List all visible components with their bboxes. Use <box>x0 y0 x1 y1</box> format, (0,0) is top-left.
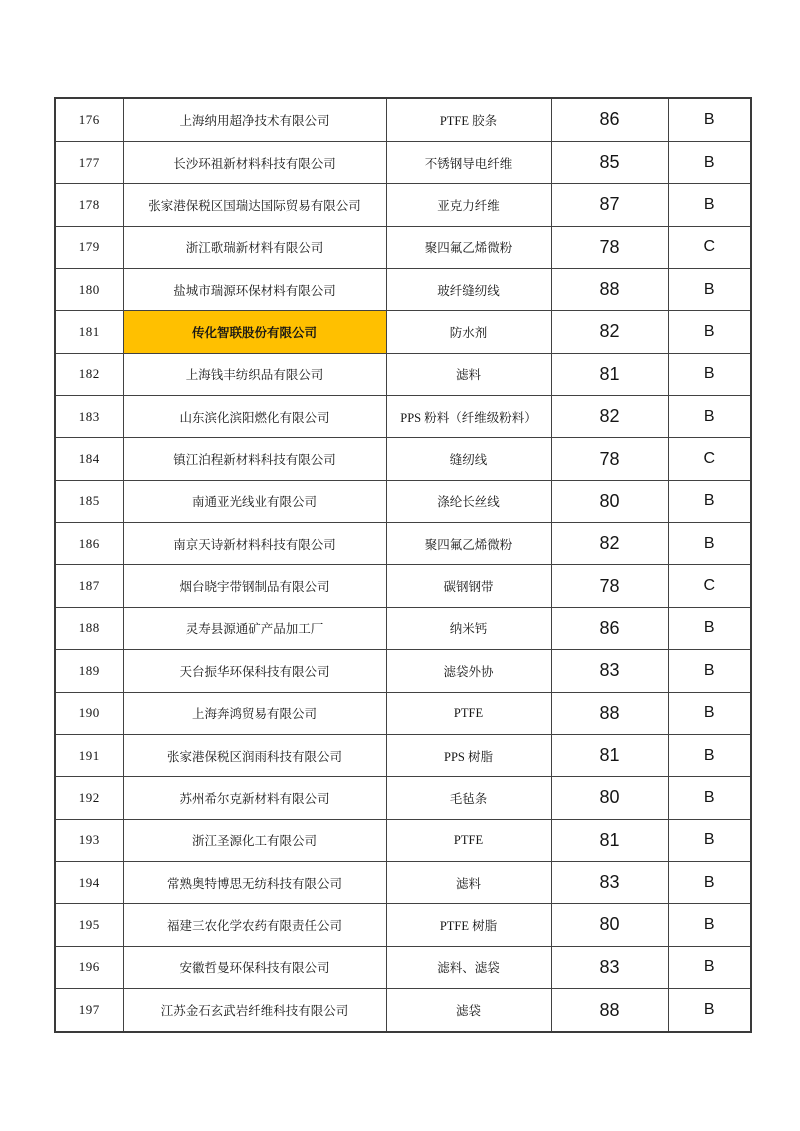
cell-grade: B <box>668 734 751 776</box>
table-row <box>55 268 751 310</box>
cell-product: 玻纤缝纫线 <box>386 268 551 310</box>
cell-company: 南京天诗新材料科技有限公司 <box>123 523 386 565</box>
cell-grade: B <box>668 777 751 819</box>
table-row <box>55 650 751 692</box>
cell-no: 183 <box>55 395 123 437</box>
table-row <box>55 819 751 861</box>
table-row <box>55 607 751 649</box>
cell-product: PTFE <box>386 819 551 861</box>
cell-grade: B <box>668 311 751 353</box>
cell-product: 亚克力纤维 <box>386 184 551 226</box>
cell-score: 87 <box>551 184 668 226</box>
table-row <box>55 565 751 607</box>
cell-score: 80 <box>551 777 668 819</box>
table-row <box>55 395 751 437</box>
cell-score: 88 <box>551 989 668 1032</box>
table-row <box>55 734 751 776</box>
cell-no: 188 <box>55 607 123 649</box>
cell-no: 196 <box>55 946 123 988</box>
cell-company: 天台振华环保科技有限公司 <box>123 650 386 692</box>
cell-no: 197 <box>55 989 123 1032</box>
cell-product: 滤料 <box>386 861 551 903</box>
cell-score: 83 <box>551 861 668 903</box>
cell-grade: B <box>668 480 751 522</box>
cell-no: 178 <box>55 184 123 226</box>
table-row <box>55 777 751 819</box>
cell-no: 190 <box>55 692 123 734</box>
table-row <box>55 353 751 395</box>
cell-product: PTFE <box>386 692 551 734</box>
cell-grade: B <box>668 268 751 310</box>
cell-company: 上海纳用超净技术有限公司 <box>123 98 386 141</box>
cell-company: 浙江圣源化工有限公司 <box>123 819 386 861</box>
cell-grade: B <box>668 98 751 141</box>
cell-grade: B <box>668 946 751 988</box>
cell-grade: C <box>668 226 751 268</box>
cell-score: 88 <box>551 268 668 310</box>
cell-score: 82 <box>551 523 668 565</box>
cell-no: 184 <box>55 438 123 480</box>
cell-company: 盐城市瑞源环保材料有限公司 <box>123 268 386 310</box>
cell-product: 防水剂 <box>386 311 551 353</box>
cell-company: 安徽哲曼环保科技有限公司 <box>123 946 386 988</box>
cell-grade: C <box>668 438 751 480</box>
cell-grade: C <box>668 565 751 607</box>
table-row <box>55 184 751 226</box>
cell-score: 81 <box>551 734 668 776</box>
cell-score: 88 <box>551 692 668 734</box>
cell-product: 涤纶长丝线 <box>386 480 551 522</box>
table-row <box>55 946 751 988</box>
cell-grade: B <box>668 141 751 183</box>
cell-grade: B <box>668 989 751 1032</box>
cell-score: 80 <box>551 904 668 946</box>
table-row <box>55 989 751 1032</box>
cell-no: 194 <box>55 861 123 903</box>
cell-no: 192 <box>55 777 123 819</box>
table-row <box>55 861 751 903</box>
cell-company: 江苏金石玄武岩纤维科技有限公司 <box>123 989 386 1032</box>
cell-grade: B <box>668 353 751 395</box>
cell-no: 181 <box>55 311 123 353</box>
cell-product: PPS 树脂 <box>386 734 551 776</box>
cell-score: 80 <box>551 480 668 522</box>
cell-grade: B <box>668 395 751 437</box>
cell-company: 镇江泊程新材料科技有限公司 <box>123 438 386 480</box>
cell-no: 180 <box>55 268 123 310</box>
cell-product: 滤袋外协 <box>386 650 551 692</box>
cell-score: 78 <box>551 226 668 268</box>
cell-score: 86 <box>551 98 668 141</box>
table-row <box>55 141 751 183</box>
cell-grade: B <box>668 184 751 226</box>
cell-no: 187 <box>55 565 123 607</box>
cell-company: 上海钱丰纺织品有限公司 <box>123 353 386 395</box>
cell-company: 苏州希尔克新材料有限公司 <box>123 777 386 819</box>
cell-score: 78 <box>551 438 668 480</box>
table-row <box>55 523 751 565</box>
table-row <box>55 692 751 734</box>
cell-no: 177 <box>55 141 123 183</box>
cell-product: 不锈钢导电纤维 <box>386 141 551 183</box>
cell-no: 185 <box>55 480 123 522</box>
cell-company: 张家港保税区润雨科技有限公司 <box>123 734 386 776</box>
supplier-rating-table <box>54 97 752 1033</box>
cell-company: 灵寿县源通矿产品加工厂 <box>123 607 386 649</box>
cell-no: 189 <box>55 650 123 692</box>
cell-score: 81 <box>551 353 668 395</box>
table-row <box>55 480 751 522</box>
cell-score: 82 <box>551 395 668 437</box>
cell-score: 83 <box>551 946 668 988</box>
cell-product: 毛毡条 <box>386 777 551 819</box>
table-row <box>55 438 751 480</box>
cell-company: 上海奔鸿贸易有限公司 <box>123 692 386 734</box>
cell-grade: B <box>668 692 751 734</box>
cell-company: 浙江歌瑞新材料有限公司 <box>123 226 386 268</box>
cell-grade: B <box>668 650 751 692</box>
cell-no: 193 <box>55 819 123 861</box>
cell-no: 176 <box>55 98 123 141</box>
cell-company-highlighted: 传化智联股份有限公司 <box>123 311 386 353</box>
cell-product: 缝纫线 <box>386 438 551 480</box>
cell-score: 81 <box>551 819 668 861</box>
cell-no: 191 <box>55 734 123 776</box>
cell-product: 聚四氟乙烯微粉 <box>386 523 551 565</box>
cell-score: 78 <box>551 565 668 607</box>
cell-no: 179 <box>55 226 123 268</box>
table-row <box>55 904 751 946</box>
cell-company: 烟台晓宇带钢制品有限公司 <box>123 565 386 607</box>
cell-product: 聚四氟乙烯微粉 <box>386 226 551 268</box>
cell-score: 86 <box>551 607 668 649</box>
cell-grade: B <box>668 861 751 903</box>
cell-company: 山东滨化滨阳燃化有限公司 <box>123 395 386 437</box>
cell-no: 186 <box>55 523 123 565</box>
cell-company: 南通亚光线业有限公司 <box>123 480 386 522</box>
cell-product: 纳米钙 <box>386 607 551 649</box>
cell-grade: B <box>668 819 751 861</box>
cell-product: 滤料、滤袋 <box>386 946 551 988</box>
cell-no: 195 <box>55 904 123 946</box>
cell-product: PPS 粉料（纤维级粉料） <box>386 395 551 437</box>
cell-company: 常熟奥特博思无纺科技有限公司 <box>123 861 386 903</box>
table-row <box>55 226 751 268</box>
cell-score: 85 <box>551 141 668 183</box>
cell-company: 福建三农化学农药有限责任公司 <box>123 904 386 946</box>
table-row <box>55 311 751 353</box>
cell-score: 82 <box>551 311 668 353</box>
cell-product: PTFE 树脂 <box>386 904 551 946</box>
cell-score: 83 <box>551 650 668 692</box>
cell-product: 滤袋 <box>386 989 551 1032</box>
cell-product: 滤料 <box>386 353 551 395</box>
cell-company: 长沙环祖新材料科技有限公司 <box>123 141 386 183</box>
table-row <box>55 98 751 141</box>
cell-grade: B <box>668 523 751 565</box>
cell-no: 182 <box>55 353 123 395</box>
cell-company: 张家港保税区国瑞达国际贸易有限公司 <box>123 184 386 226</box>
cell-product: 碳钢钢带 <box>386 565 551 607</box>
cell-grade: B <box>668 904 751 946</box>
cell-grade: B <box>668 607 751 649</box>
cell-product: PTFE 胶条 <box>386 98 551 141</box>
